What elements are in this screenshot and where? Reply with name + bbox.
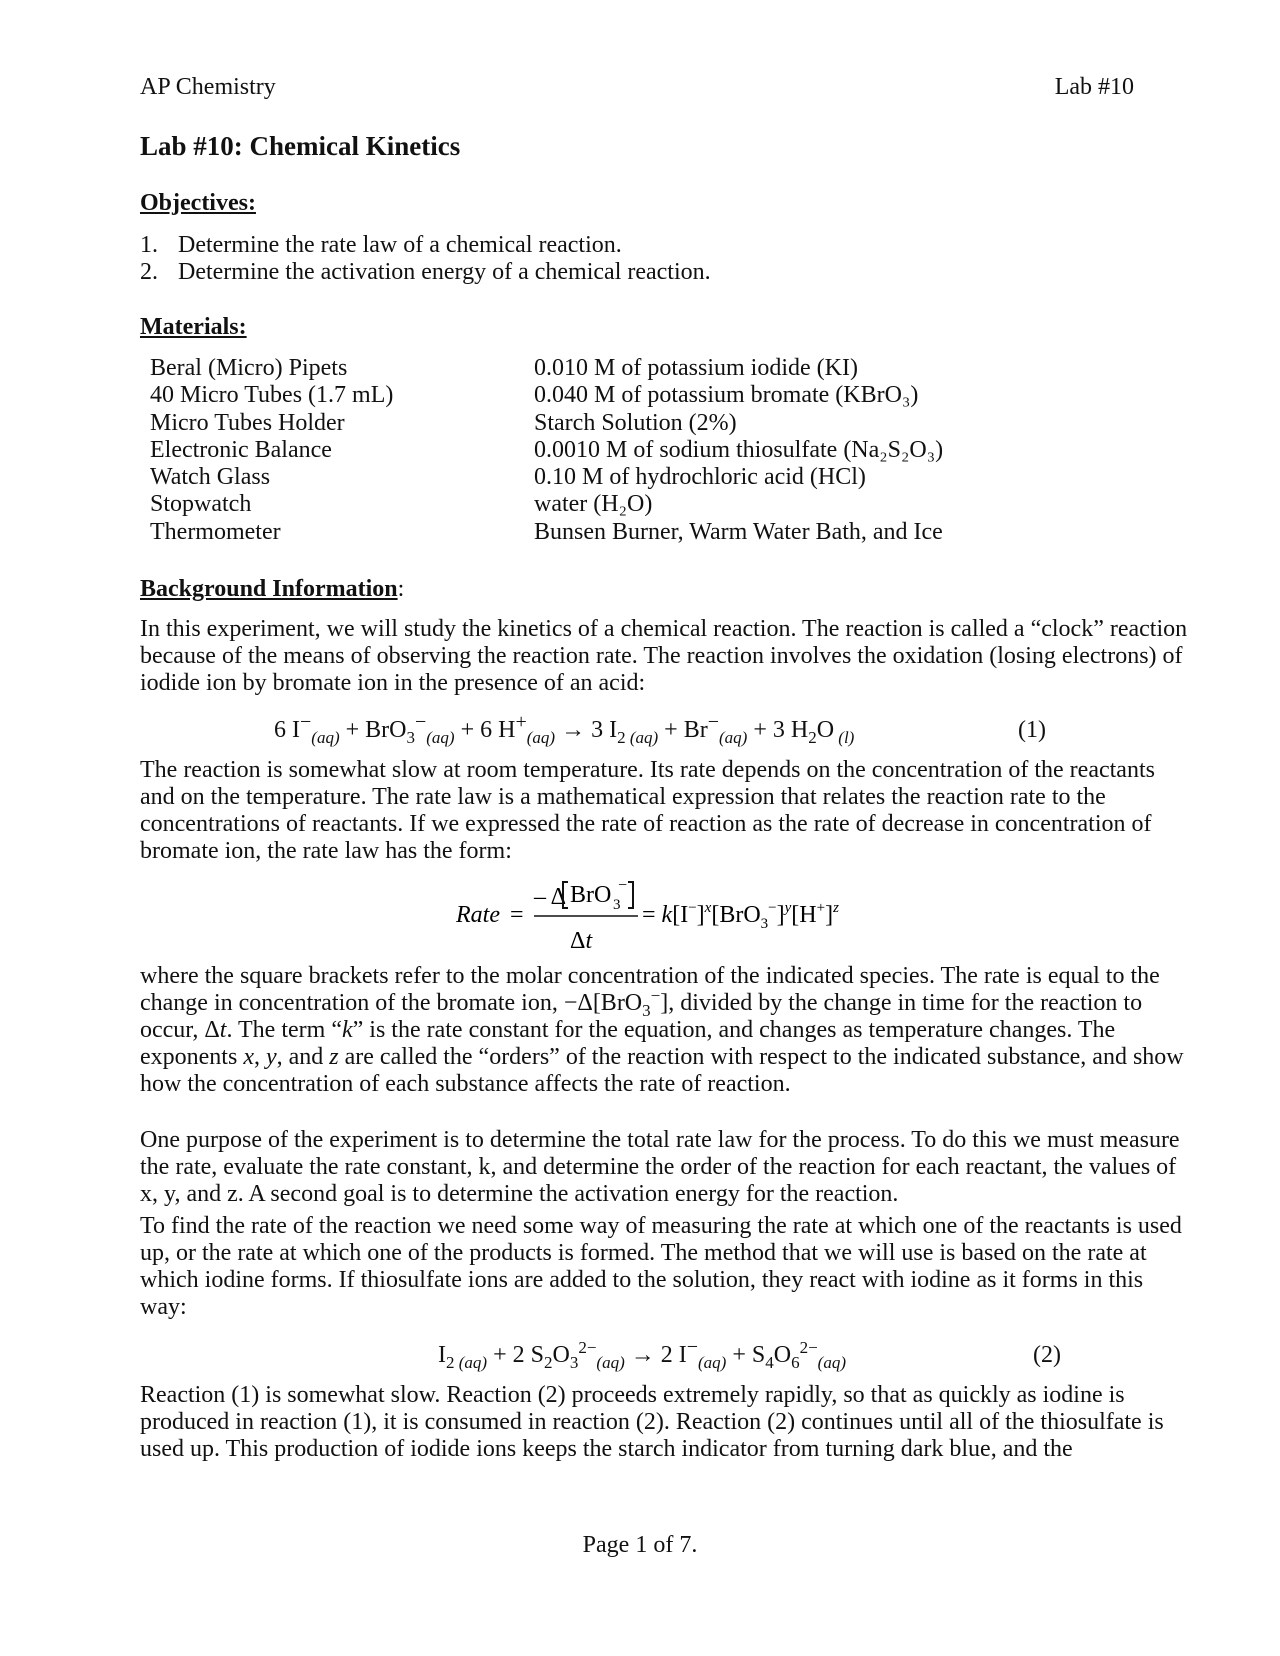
objective-item bbox=[140, 232, 1140, 259]
material-item: 0.10 M of hydrochloric acid (HCl) bbox=[534, 464, 866, 491]
objectives-list bbox=[140, 232, 1140, 286]
objective-number: 2. bbox=[140, 259, 158, 285]
paragraph-purpose: One purpose of the experiment is to determine the total rate law for the process. To do this we must measure the rate, evaluate the rate constant, k, and determine the order of the reaction for each reactant, the values of x, y, and z. A second goal is to determine the activation energy for the reaction. bbox=[140, 1127, 1180, 1207]
material-item: Starch Solution (2%) bbox=[534, 409, 737, 436]
material-item: Bunsen Burner, Warm Water Bath, and Ice bbox=[534, 518, 943, 545]
background-heading bbox=[140, 576, 404, 603]
objective-text: Determine the rate law of a chemical reaction. bbox=[178, 232, 622, 258]
equation-2-number: (2) bbox=[1033, 1342, 1061, 1368]
background-heading-colon: : bbox=[397, 576, 405, 602]
header-course: AP Chemistry bbox=[140, 74, 276, 100]
numerator-subscript: 3 bbox=[613, 897, 621, 913]
paragraph-rate-definition: where the square brackets refer to the molar concentration of the indicated species. The rate is equal to the change in concentration of the bromate ion, −Δ[BrO$_3$−], divided by the change in time for the reaction to occur, Δt. The term “k” is the rate constant for the equation, and changes as temperature changes. The exponents x, y, and z are called the “orders” of the reaction with respect to the indicated substance, and show how the concentration of each substance affects the rate of reaction. bbox=[140, 963, 1184, 1097]
paragraph-method: To find the rate of the reaction we need some way of measuring the rate at which one of the reactants is used up, or the rate at which one of the products is formed. The method that we will use is based on the rate at which iodine forms. If thiosulfate ions are added to the solution, they react with iodine as it forms in this way: bbox=[140, 1213, 1182, 1320]
paragraph-intro: In this experiment, we will study the kinetics of a chemical reaction. The reaction is called a “clock” reaction because of the means of observing the reaction rate. The reaction involves the oxidation (losing electrons) of iodide ion by bromate ion in the presence of an acid: bbox=[140, 616, 1188, 696]
rate-law-expression: = $k[I^-]^x[BrO_3^-]^y[H^+]^z$ bbox=[642, 900, 839, 932]
material-item: 40 Micro Tubes (1.7 mL) bbox=[150, 382, 394, 409]
objective-number: 1. bbox=[140, 232, 158, 258]
material-item: 0.010 M of potassium iodide (KI) bbox=[534, 355, 858, 381]
material-item: Thermometer bbox=[150, 518, 281, 545]
rate-label: Rate bbox=[456, 902, 500, 928]
material-item: Beral (Micro) Pipets bbox=[150, 355, 348, 381]
rate-law-fraction bbox=[456, 872, 916, 962]
bracket-right bbox=[628, 882, 633, 908]
numerator-delta: – Δ bbox=[534, 884, 567, 910]
material-item: Micro Tubes Holder bbox=[150, 409, 345, 436]
rate-law-equation bbox=[456, 872, 916, 962]
materials-heading: Materials: bbox=[140, 314, 247, 340]
paragraph-reaction-comparison: Reaction (1) is somewhat slow. Reaction (2) proceeds extremely rapidly, so that as quickly as iodine is produced in reaction (1), it is consumed in reaction (2). Reaction (2) continues until all of the thiosulfate is used up. This production of iodide ions keeps the starch indicator from turning dark blue, and the bbox=[140, 1382, 1164, 1462]
page-title: Lab #10: Chemical Kinetics bbox=[140, 131, 461, 161]
equation-2: $I_{2 (aq)} + 2$ $S_2O_3^{2-}_{(aq)} \to 2$ $I^-_{(aq)} + S_4O_6^{2-}_{(aq)}$ bbox=[438, 1336, 846, 1372]
numerator-species: BrO bbox=[570, 882, 612, 908]
objective-item bbox=[140, 259, 1140, 286]
material-item: Stopwatch bbox=[150, 491, 252, 518]
material-item: Watch Glass bbox=[150, 464, 271, 491]
material-item: 0.040 M of potassium bromate (KBrO₃) bbox=[534, 382, 919, 409]
material-item: water (H₂O) bbox=[534, 491, 653, 518]
header-lab-number: Lab #10 bbox=[1054, 74, 1134, 100]
material-item: Electronic Balance bbox=[150, 436, 332, 463]
objective-text: Determine the activation energy of a chemical reaction. bbox=[178, 259, 711, 285]
denominator: Δt bbox=[570, 928, 593, 954]
paragraph-rate-law: The reaction is somewhat slow at room temperature. Its rate depends on the concentration of the reactants and on the temperature. The rate law is a mathematical expression that relates the reaction rate to the concentrations of reactants. If we expressed the rate of reaction as the rate of decrease in concentration of bromate ion, the rate law has the form: bbox=[140, 757, 1155, 864]
page-number: Page 1 of 7. bbox=[582, 1532, 698, 1558]
material-item: 0.0010 M of sodium thiosulfate (Na₂S₂O₃) bbox=[534, 436, 944, 463]
equals-sign: = bbox=[510, 902, 524, 928]
background-heading-text: Background Information bbox=[140, 576, 398, 602]
equation-1: 6 $I^-_{(aq)} + BrO_3^-_{(aq)} + 6$ $H^+_{(aq)} \to 3$ $I_{2 (aq)} + Br^-_{(aq)} + 3$ $H_2O$ $_{(l)}$ bbox=[274, 711, 855, 747]
numerator-charge: − bbox=[618, 877, 628, 894]
objectives-heading: Objectives: bbox=[140, 190, 256, 216]
materials-column-chemicals bbox=[534, 355, 943, 546]
materials-column-equipment bbox=[150, 355, 393, 546]
equation-1-number: (1) bbox=[1018, 717, 1046, 743]
